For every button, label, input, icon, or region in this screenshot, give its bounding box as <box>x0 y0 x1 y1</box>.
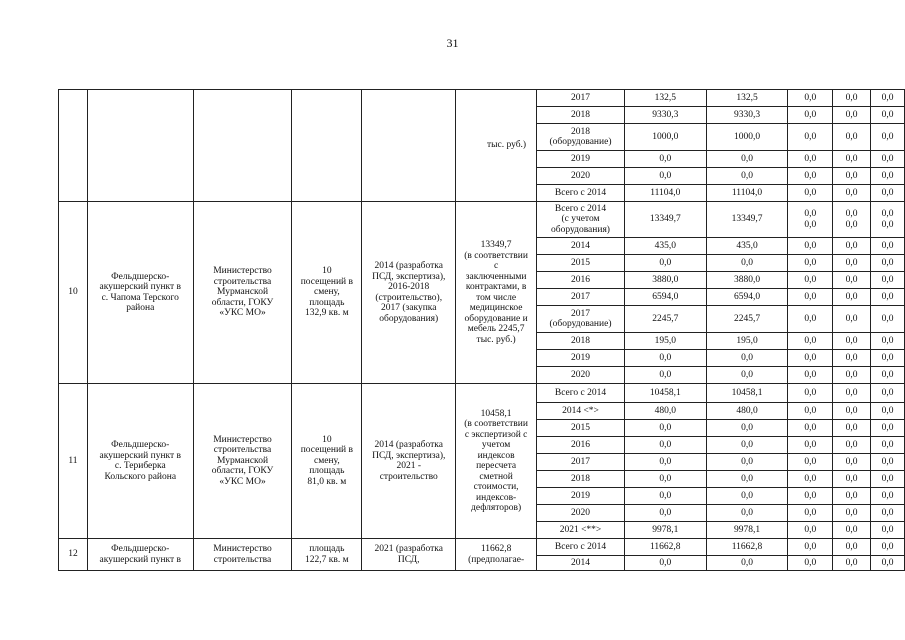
total-value: 10458,1 <box>624 384 706 403</box>
program-table <box>58 89 905 571</box>
federal-budget-value: 0,0 <box>788 403 833 420</box>
year-label: Всего с 2014 <box>537 539 625 556</box>
local-budget-value: 0,0 <box>833 488 871 505</box>
object-dates: 2014 (разработка ПСД, экспертиза), 2016-2018 (строительство), 2017 (закупка оборудования) <box>362 202 456 384</box>
regional-budget-value: 0,0 <box>706 471 788 488</box>
other-sources-value: 0,0 <box>871 185 905 202</box>
federal-budget-value: 0,0 <box>788 350 833 367</box>
federal-budget-value: 0,0 <box>788 454 833 471</box>
regional-budget-value: 10458,1 <box>706 384 788 403</box>
table-row <box>59 202 905 238</box>
total-value: 0,0 <box>624 471 706 488</box>
other-sources-value: 0,0 <box>871 522 905 539</box>
total-value: 0,0 <box>624 420 706 437</box>
federal-budget-value: 0,0 <box>788 488 833 505</box>
local-budget-value: 0,0 <box>833 420 871 437</box>
other-sources-value: 0,0 <box>871 471 905 488</box>
total-value: 0,0 <box>624 556 706 571</box>
other-sources-value: 0,0 <box>871 255 905 272</box>
federal-budget-value: 0,0 0,0 <box>788 202 833 238</box>
year-label: 2019 <box>537 151 625 168</box>
federal-budget-value: 0,0 <box>788 539 833 556</box>
federal-budget-value: 0,0 <box>788 289 833 306</box>
total-value: 2245,7 <box>624 306 706 333</box>
object-number <box>59 90 88 202</box>
federal-budget-value: 0,0 <box>788 272 833 289</box>
other-sources-value: 0,0 <box>871 420 905 437</box>
year-label: 2017 (оборудование) <box>537 306 625 333</box>
regional-budget-value: 6594,0 <box>706 289 788 306</box>
object-dates: 2021 (разработка ПСД, <box>362 539 456 571</box>
object-customer: Министерство строительства Мурманской области, ГОКУ «УКС МО» <box>193 384 292 539</box>
year-label: 2018 (оборудование) <box>537 124 625 151</box>
federal-budget-value: 0,0 <box>788 255 833 272</box>
page-number: 31 <box>446 36 459 50</box>
regional-budget-value: 0,0 <box>706 367 788 384</box>
table-row <box>59 539 905 556</box>
local-budget-value: 0,0 <box>833 124 871 151</box>
regional-budget-value: 9330,3 <box>706 107 788 124</box>
other-sources-value: 0,0 <box>871 333 905 350</box>
regional-budget-value: 480,0 <box>706 403 788 420</box>
local-budget-value: 0,0 <box>833 107 871 124</box>
local-budget-value: 0,0 <box>833 437 871 454</box>
federal-budget-value: 0,0 <box>788 238 833 255</box>
other-sources-value: 0,0 <box>871 505 905 522</box>
regional-budget-value: 0,0 <box>706 437 788 454</box>
federal-budget-value: 0,0 <box>788 151 833 168</box>
year-label: 2015 <box>537 420 625 437</box>
total-value: 132,5 <box>624 90 706 107</box>
federal-budget-value: 0,0 <box>788 333 833 350</box>
regional-budget-value: 3880,0 <box>706 272 788 289</box>
year-label: 2015 <box>537 255 625 272</box>
other-sources-value: 0,0 0,0 <box>871 202 905 238</box>
year-label: Всего с 2014 <box>537 384 625 403</box>
total-value: 13349,7 <box>624 202 706 238</box>
year-label: 2021 <**> <box>537 522 625 539</box>
object-capacity: 10 посещений в смену, площадь 132,9 кв. м <box>292 202 362 384</box>
local-budget-value: 0,0 <box>833 333 871 350</box>
year-label: 2014 <box>537 556 625 571</box>
object-cost: 10458,1 (в соответствии с экспертизой с учетом индексов пересчета сметной стоимости, индексов- дефляторов) <box>456 384 537 539</box>
year-label: 2016 <box>537 437 625 454</box>
year-label: 2018 <box>537 107 625 124</box>
federal-budget-value: 0,0 <box>788 367 833 384</box>
total-value: 11662,8 <box>624 539 706 556</box>
local-budget-value: 0,0 <box>833 539 871 556</box>
local-budget-value: 0,0 <box>833 255 871 272</box>
object-customer: Министерство строительства Мурманской области, ГОКУ «УКС МО» <box>193 202 292 384</box>
total-value: 0,0 <box>624 367 706 384</box>
other-sources-value: 0,0 <box>871 289 905 306</box>
other-sources-value: 0,0 <box>871 90 905 107</box>
total-value: 9978,1 <box>624 522 706 539</box>
regional-budget-value: 0,0 <box>706 488 788 505</box>
year-label: 2019 <box>537 488 625 505</box>
total-value: 0,0 <box>624 168 706 185</box>
regional-budget-value: 0,0 <box>706 556 788 571</box>
local-budget-value: 0,0 <box>833 289 871 306</box>
total-value: 0,0 <box>624 255 706 272</box>
local-budget-value: 0,0 <box>833 522 871 539</box>
object-cost: 11662,8 (предполагае- <box>456 539 537 571</box>
federal-budget-value: 0,0 <box>788 522 833 539</box>
year-label: 2018 <box>537 471 625 488</box>
year-label: 2020 <box>537 505 625 522</box>
regional-budget-value: 435,0 <box>706 238 788 255</box>
total-value: 0,0 <box>624 505 706 522</box>
regional-budget-value: 11104,0 <box>706 185 788 202</box>
other-sources-value: 0,0 <box>871 437 905 454</box>
object-number: 12 <box>59 539 88 571</box>
federal-budget-value: 0,0 <box>788 556 833 571</box>
total-value: 11104,0 <box>624 185 706 202</box>
object-number: 11 <box>59 384 88 539</box>
local-budget-value: 0,0 <box>833 505 871 522</box>
year-label: 2017 <box>537 454 625 471</box>
regional-budget-value: 2245,7 <box>706 306 788 333</box>
total-value: 9330,3 <box>624 107 706 124</box>
local-budget-value: 0,0 <box>833 238 871 255</box>
other-sources-value: 0,0 <box>871 350 905 367</box>
total-value: 480,0 <box>624 403 706 420</box>
local-budget-value: 0,0 <box>833 185 871 202</box>
total-value: 6594,0 <box>624 289 706 306</box>
local-budget-value: 0,0 <box>833 151 871 168</box>
object-capacity: 10 посещений в смену, площадь 81,0 кв. м <box>292 384 362 539</box>
federal-budget-value: 0,0 <box>788 420 833 437</box>
local-budget-value: 0,0 0,0 <box>833 202 871 238</box>
object-number: 10 <box>59 202 88 384</box>
object-customer <box>193 90 292 202</box>
local-budget-value: 0,0 <box>833 403 871 420</box>
regional-budget-value: 0,0 <box>706 168 788 185</box>
regional-budget-value: 0,0 <box>706 505 788 522</box>
regional-budget-value: 0,0 <box>706 350 788 367</box>
object-capacity: площадь 122,7 кв. м <box>292 539 362 571</box>
object-capacity <box>292 90 362 202</box>
object-name <box>87 90 193 202</box>
regional-budget-value: 0,0 <box>706 151 788 168</box>
object-name: Фельдшерско- акушерский пункт в <box>87 539 193 571</box>
object-name: Фельдшерско- акушерский пункт в с. Чапома Терского района <box>87 202 193 384</box>
regional-budget-value: 9978,1 <box>706 522 788 539</box>
total-value: 195,0 <box>624 333 706 350</box>
other-sources-value: 0,0 <box>871 151 905 168</box>
local-budget-value: 0,0 <box>833 350 871 367</box>
object-cost: тыс. руб.) <box>456 90 537 202</box>
local-budget-value: 0,0 <box>833 272 871 289</box>
federal-budget-value: 0,0 <box>788 437 833 454</box>
federal-budget-value: 0,0 <box>788 168 833 185</box>
year-label: 2017 <box>537 90 625 107</box>
object-cost: 13349,7 (в соответствии с заключенными контрактами, в том числе медицинское оборудование и мебель 2245,7 тыс. руб.) <box>456 202 537 384</box>
other-sources-value: 0,0 <box>871 556 905 571</box>
table-row <box>59 384 905 403</box>
object-customer: Министерство строительства <box>193 539 292 571</box>
local-budget-value: 0,0 <box>833 454 871 471</box>
regional-budget-value: 195,0 <box>706 333 788 350</box>
total-value: 0,0 <box>624 454 706 471</box>
federal-budget-value: 0,0 <box>788 185 833 202</box>
total-value: 1000,0 <box>624 124 706 151</box>
year-label: 2018 <box>537 333 625 350</box>
year-label: 2014 <box>537 238 625 255</box>
other-sources-value: 0,0 <box>871 403 905 420</box>
local-budget-value: 0,0 <box>833 556 871 571</box>
year-label: 2017 <box>537 289 625 306</box>
regional-budget-value: 1000,0 <box>706 124 788 151</box>
federal-budget-value: 0,0 <box>788 107 833 124</box>
regional-budget-value: 0,0 <box>706 420 788 437</box>
other-sources-value: 0,0 <box>871 384 905 403</box>
year-label: Всего с 2014 (с учетом оборудования) <box>537 202 625 238</box>
other-sources-value: 0,0 <box>871 454 905 471</box>
local-budget-value: 0,0 <box>833 168 871 185</box>
object-dates: 2014 (разработка ПСД, экспертиза), 2021 - строительство <box>362 384 456 539</box>
regional-budget-value: 0,0 <box>706 255 788 272</box>
other-sources-value: 0,0 <box>871 367 905 384</box>
federal-budget-value: 0,0 <box>788 306 833 333</box>
total-value: 0,0 <box>624 350 706 367</box>
year-label: 2016 <box>537 272 625 289</box>
year-label: 2019 <box>537 350 625 367</box>
federal-budget-value: 0,0 <box>788 505 833 522</box>
other-sources-value: 0,0 <box>871 272 905 289</box>
total-value: 435,0 <box>624 238 706 255</box>
total-value: 0,0 <box>624 151 706 168</box>
object-dates <box>362 90 456 202</box>
other-sources-value: 0,0 <box>871 539 905 556</box>
other-sources-value: 0,0 <box>871 107 905 124</box>
other-sources-value: 0,0 <box>871 124 905 151</box>
object-name: Фельдшерско- акушерский пункт в с. Териберка Кольского района <box>87 384 193 539</box>
federal-budget-value: 0,0 <box>788 471 833 488</box>
other-sources-value: 0,0 <box>871 306 905 333</box>
federal-budget-value: 0,0 <box>788 90 833 107</box>
year-label: 2014 <*> <box>537 403 625 420</box>
total-value: 0,0 <box>624 437 706 454</box>
local-budget-value: 0,0 <box>833 367 871 384</box>
regional-budget-value: 13349,7 <box>706 202 788 238</box>
total-value: 3880,0 <box>624 272 706 289</box>
other-sources-value: 0,0 <box>871 168 905 185</box>
year-label: 2020 <box>537 168 625 185</box>
federal-budget-value: 0,0 <box>788 124 833 151</box>
table-row <box>59 90 905 107</box>
local-budget-value: 0,0 <box>833 384 871 403</box>
federal-budget-value: 0,0 <box>788 384 833 403</box>
regional-budget-value: 11662,8 <box>706 539 788 556</box>
other-sources-value: 0,0 <box>871 238 905 255</box>
other-sources-value: 0,0 <box>871 488 905 505</box>
year-label: 2020 <box>537 367 625 384</box>
total-value: 0,0 <box>624 488 706 505</box>
regional-budget-value: 0,0 <box>706 454 788 471</box>
regional-budget-value: 132,5 <box>706 90 788 107</box>
local-budget-value: 0,0 <box>833 306 871 333</box>
local-budget-value: 0,0 <box>833 471 871 488</box>
local-budget-value: 0,0 <box>833 90 871 107</box>
year-label: Всего с 2014 <box>537 185 625 202</box>
